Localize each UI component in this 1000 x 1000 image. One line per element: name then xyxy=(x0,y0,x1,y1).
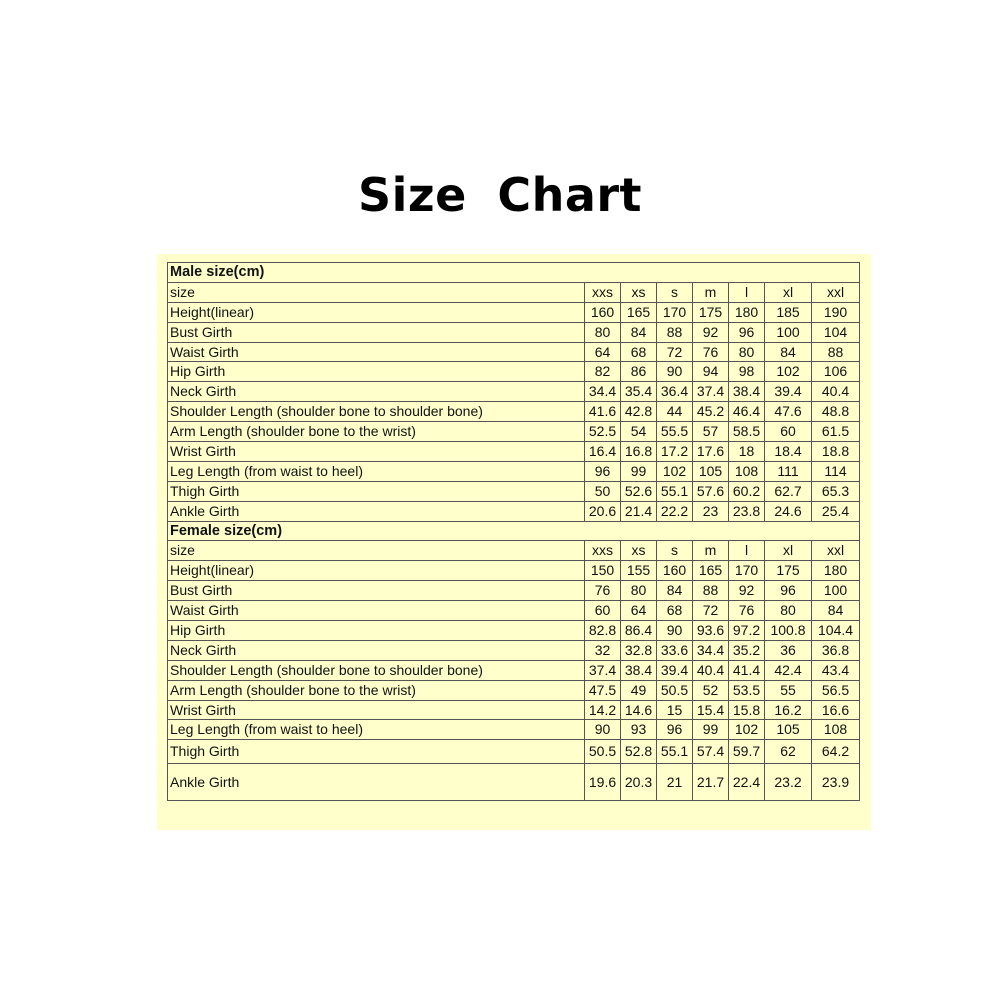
table-row xyxy=(168,720,860,740)
table-cell: 16.8 xyxy=(621,442,657,462)
table-cell: 41.6 xyxy=(585,402,621,422)
row-label: Thigh Girth xyxy=(168,740,585,764)
table-cell: 46.4 xyxy=(729,402,765,422)
row-label: Arm Length (shoulder bone to the wrist) xyxy=(168,422,585,442)
row-label: Bust Girth xyxy=(168,322,585,342)
table-cell: 55.1 xyxy=(657,481,693,501)
row-label: size xyxy=(168,282,585,302)
table-cell: 53.5 xyxy=(729,680,765,700)
table-cell: 47.5 xyxy=(585,680,621,700)
table-cell: 88 xyxy=(693,581,729,601)
table-cell: 22.2 xyxy=(657,501,693,521)
table-cell: 33.6 xyxy=(657,640,693,660)
male-section-heading-row xyxy=(168,263,860,283)
table-cell: 55 xyxy=(765,680,812,700)
row-label: Arm Length (shoulder bone to the wrist) xyxy=(168,680,585,700)
table-row xyxy=(168,322,860,342)
table-row xyxy=(168,362,860,382)
table-cell: 36.4 xyxy=(657,382,693,402)
table-cell: 36 xyxy=(765,640,812,660)
table-cell: 57.6 xyxy=(693,481,729,501)
table-cell: 59.7 xyxy=(729,740,765,764)
table-cell: 20.3 xyxy=(621,764,657,801)
table-row xyxy=(168,581,860,601)
size-column-header: xl xyxy=(765,541,812,561)
table-row xyxy=(168,501,860,521)
table-cell: 39.4 xyxy=(765,382,812,402)
table-cell: 15.8 xyxy=(729,700,765,720)
size-column-header: s xyxy=(657,282,693,302)
table-row xyxy=(168,601,860,621)
row-label: Ankle Girth xyxy=(168,501,585,521)
table-cell: 84 xyxy=(621,322,657,342)
table-cell: 50.5 xyxy=(585,740,621,764)
table-row xyxy=(168,481,860,501)
table-cell: 86.4 xyxy=(621,621,657,641)
table-cell: 160 xyxy=(657,561,693,581)
table-cell: 52.8 xyxy=(621,740,657,764)
table-cell: 84 xyxy=(657,581,693,601)
table-cell: 43.4 xyxy=(812,660,860,680)
row-label: Waist Girth xyxy=(168,601,585,621)
table-cell: 15.4 xyxy=(693,700,729,720)
table-row xyxy=(168,342,860,362)
table-cell: 49 xyxy=(621,680,657,700)
table-cell: 114 xyxy=(812,461,860,481)
table-cell: 102 xyxy=(657,461,693,481)
table-cell: 48.8 xyxy=(812,402,860,422)
table-cell: 100 xyxy=(765,322,812,342)
size-column-header: xxs xyxy=(585,282,621,302)
row-label: Height(linear) xyxy=(168,561,585,581)
table-row xyxy=(168,561,860,581)
table-cell: 90 xyxy=(657,362,693,382)
table-cell: 76 xyxy=(693,342,729,362)
table-cell: 21.7 xyxy=(693,764,729,801)
table-cell: 68 xyxy=(657,601,693,621)
table-cell: 39.4 xyxy=(657,660,693,680)
table-cell: 18.8 xyxy=(812,442,860,462)
table-row xyxy=(168,640,860,660)
table-cell: 35.4 xyxy=(621,382,657,402)
table-cell: 57 xyxy=(693,422,729,442)
table-cell: 50.5 xyxy=(657,680,693,700)
table-cell: 57.4 xyxy=(693,740,729,764)
table-cell: 72 xyxy=(657,342,693,362)
row-label: Ankle Girth xyxy=(168,764,585,801)
row-label: Neck Girth xyxy=(168,640,585,660)
row-label: Hip Girth xyxy=(168,362,585,382)
table-cell: 38.4 xyxy=(729,382,765,402)
size-column-header: m xyxy=(693,282,729,302)
table-cell: 96 xyxy=(765,581,812,601)
table-cell: 17.2 xyxy=(657,442,693,462)
table-cell: 42.8 xyxy=(621,402,657,422)
table-cell: 36.8 xyxy=(812,640,860,660)
table-cell: 90 xyxy=(657,621,693,641)
table-cell: 32 xyxy=(585,640,621,660)
table-cell: 41.4 xyxy=(729,660,765,680)
row-label: Height(linear) xyxy=(168,302,585,322)
size-column-header: xs xyxy=(621,541,657,561)
table-cell: 102 xyxy=(729,720,765,740)
table-cell: 65.3 xyxy=(812,481,860,501)
table-row xyxy=(168,442,860,462)
table-cell: 37.4 xyxy=(585,660,621,680)
table-cell: 88 xyxy=(657,322,693,342)
table-cell: 16.4 xyxy=(585,442,621,462)
table-cell: 80 xyxy=(729,342,765,362)
size-column-header: xxs xyxy=(585,541,621,561)
table-cell: 15 xyxy=(657,700,693,720)
table-cell: 34.4 xyxy=(585,382,621,402)
table-cell: 72 xyxy=(693,601,729,621)
table-cell: 34.4 xyxy=(693,640,729,660)
table-cell: 108 xyxy=(812,720,860,740)
table-cell: 52.5 xyxy=(585,422,621,442)
table-row xyxy=(168,680,860,700)
size-chart-table xyxy=(167,262,860,801)
row-label: Bust Girth xyxy=(168,581,585,601)
size-column-header: l xyxy=(729,282,765,302)
table-row xyxy=(168,402,860,422)
male-size-header-row xyxy=(168,282,860,302)
table-cell: 14.2 xyxy=(585,700,621,720)
table-cell: 40.4 xyxy=(693,660,729,680)
table-cell: 94 xyxy=(693,362,729,382)
size-column-header: l xyxy=(729,541,765,561)
table-cell: 170 xyxy=(729,561,765,581)
table-cell: 40.4 xyxy=(812,382,860,402)
table-cell: 55.1 xyxy=(657,740,693,764)
table-cell: 180 xyxy=(812,561,860,581)
table-cell: 111 xyxy=(765,461,812,481)
table-cell: 21 xyxy=(657,764,693,801)
table-cell: 64.2 xyxy=(812,740,860,764)
table-cell: 60.2 xyxy=(729,481,765,501)
table-cell: 23.8 xyxy=(729,501,765,521)
table-cell: 92 xyxy=(693,322,729,342)
size-column-header: xxl xyxy=(812,541,860,561)
table-cell: 20.6 xyxy=(585,501,621,521)
size-column-header: s xyxy=(657,541,693,561)
table-cell: 68 xyxy=(621,342,657,362)
row-label: Wrist Girth xyxy=(168,700,585,720)
table-cell: 64 xyxy=(585,342,621,362)
table-cell: 16.6 xyxy=(812,700,860,720)
table-cell: 93 xyxy=(621,720,657,740)
table-cell: 64 xyxy=(621,601,657,621)
table-row xyxy=(168,740,860,764)
row-label: Wrist Girth xyxy=(168,442,585,462)
table-cell: 170 xyxy=(657,302,693,322)
table-cell: 108 xyxy=(729,461,765,481)
table-cell: 96 xyxy=(729,322,765,342)
row-label: Leg Length (from waist to heel) xyxy=(168,461,585,481)
table-cell: 185 xyxy=(765,302,812,322)
table-cell: 165 xyxy=(693,561,729,581)
table-cell: 24.6 xyxy=(765,501,812,521)
row-label: Waist Girth xyxy=(168,342,585,362)
table-cell: 150 xyxy=(585,561,621,581)
table-cell: 80 xyxy=(765,601,812,621)
table-cell: 60 xyxy=(765,422,812,442)
table-cell: 56.5 xyxy=(812,680,860,700)
row-label: Hip Girth xyxy=(168,621,585,641)
table-cell: 92 xyxy=(729,581,765,601)
table-cell: 58.5 xyxy=(729,422,765,442)
table-cell: 98 xyxy=(729,362,765,382)
table-cell: 25.4 xyxy=(812,501,860,521)
table-cell: 175 xyxy=(693,302,729,322)
table-cell: 22.4 xyxy=(729,764,765,801)
table-cell: 106 xyxy=(812,362,860,382)
size-chart-body xyxy=(168,263,860,801)
table-cell: 165 xyxy=(621,302,657,322)
table-cell: 23.9 xyxy=(812,764,860,801)
table-cell: 84 xyxy=(765,342,812,362)
table-cell: 102 xyxy=(765,362,812,382)
table-cell: 100.8 xyxy=(765,621,812,641)
table-row xyxy=(168,422,860,442)
table-row xyxy=(168,302,860,322)
table-cell: 105 xyxy=(693,461,729,481)
table-cell: 80 xyxy=(585,322,621,342)
table-cell: 42.4 xyxy=(765,660,812,680)
female-section-heading-row xyxy=(168,521,860,541)
table-cell: 96 xyxy=(585,461,621,481)
table-cell: 23 xyxy=(693,501,729,521)
table-cell: 21.4 xyxy=(621,501,657,521)
table-row xyxy=(168,621,860,641)
table-cell: 32.8 xyxy=(621,640,657,660)
table-cell: 99 xyxy=(621,461,657,481)
table-cell: 62 xyxy=(765,740,812,764)
size-column-header: m xyxy=(693,541,729,561)
table-row xyxy=(168,461,860,481)
table-cell: 54 xyxy=(621,422,657,442)
table-cell: 37.4 xyxy=(693,382,729,402)
table-row xyxy=(168,660,860,680)
row-label: Shoulder Length (shoulder bone to shoulder bone) xyxy=(168,402,585,422)
row-label: Thigh Girth xyxy=(168,481,585,501)
table-cell: 19.6 xyxy=(585,764,621,801)
table-cell: 23.2 xyxy=(765,764,812,801)
table-cell: 160 xyxy=(585,302,621,322)
table-cell: 105 xyxy=(765,720,812,740)
table-cell: 88 xyxy=(812,342,860,362)
table-cell: 82.8 xyxy=(585,621,621,641)
table-cell: 18.4 xyxy=(765,442,812,462)
table-cell: 76 xyxy=(729,601,765,621)
table-cell: 55.5 xyxy=(657,422,693,442)
table-cell: 180 xyxy=(729,302,765,322)
table-cell: 82 xyxy=(585,362,621,382)
female-size-header-row xyxy=(168,541,860,561)
female-section-heading: Female size(cm) xyxy=(168,521,860,541)
table-cell: 175 xyxy=(765,561,812,581)
table-cell: 99 xyxy=(693,720,729,740)
table-cell: 62.7 xyxy=(765,481,812,501)
size-column-header: xl xyxy=(765,282,812,302)
table-cell: 100 xyxy=(812,581,860,601)
row-label: Shoulder Length (shoulder bone to shoulder bone) xyxy=(168,660,585,680)
table-cell: 14.6 xyxy=(621,700,657,720)
table-cell: 61.5 xyxy=(812,422,860,442)
table-cell: 84 xyxy=(812,601,860,621)
table-cell: 155 xyxy=(621,561,657,581)
row-label: size xyxy=(168,541,585,561)
table-row xyxy=(168,382,860,402)
table-cell: 45.2 xyxy=(693,402,729,422)
table-row xyxy=(168,700,860,720)
row-label: Neck Girth xyxy=(168,382,585,402)
table-row xyxy=(168,764,860,801)
table-cell: 96 xyxy=(657,720,693,740)
table-cell: 18 xyxy=(729,442,765,462)
table-cell: 86 xyxy=(621,362,657,382)
table-cell: 38.4 xyxy=(621,660,657,680)
table-cell: 76 xyxy=(585,581,621,601)
table-cell: 60 xyxy=(585,601,621,621)
table-cell: 80 xyxy=(621,581,657,601)
size-column-header: xxl xyxy=(812,282,860,302)
row-label: Leg Length (from waist to heel) xyxy=(168,720,585,740)
table-cell: 104 xyxy=(812,322,860,342)
table-cell: 93.6 xyxy=(693,621,729,641)
page-title: Size Chart xyxy=(357,168,643,222)
table-cell: 97.2 xyxy=(729,621,765,641)
table-cell: 190 xyxy=(812,302,860,322)
table-cell: 50 xyxy=(585,481,621,501)
table-cell: 35.2 xyxy=(729,640,765,660)
table-cell: 104.4 xyxy=(812,621,860,641)
table-cell: 47.6 xyxy=(765,402,812,422)
male-section-heading: Male size(cm) xyxy=(168,263,860,283)
size-column-header: xs xyxy=(621,282,657,302)
table-cell: 44 xyxy=(657,402,693,422)
table-cell: 52 xyxy=(693,680,729,700)
table-cell: 52.6 xyxy=(621,481,657,501)
table-cell: 90 xyxy=(585,720,621,740)
table-cell: 16.2 xyxy=(765,700,812,720)
table-cell: 17.6 xyxy=(693,442,729,462)
